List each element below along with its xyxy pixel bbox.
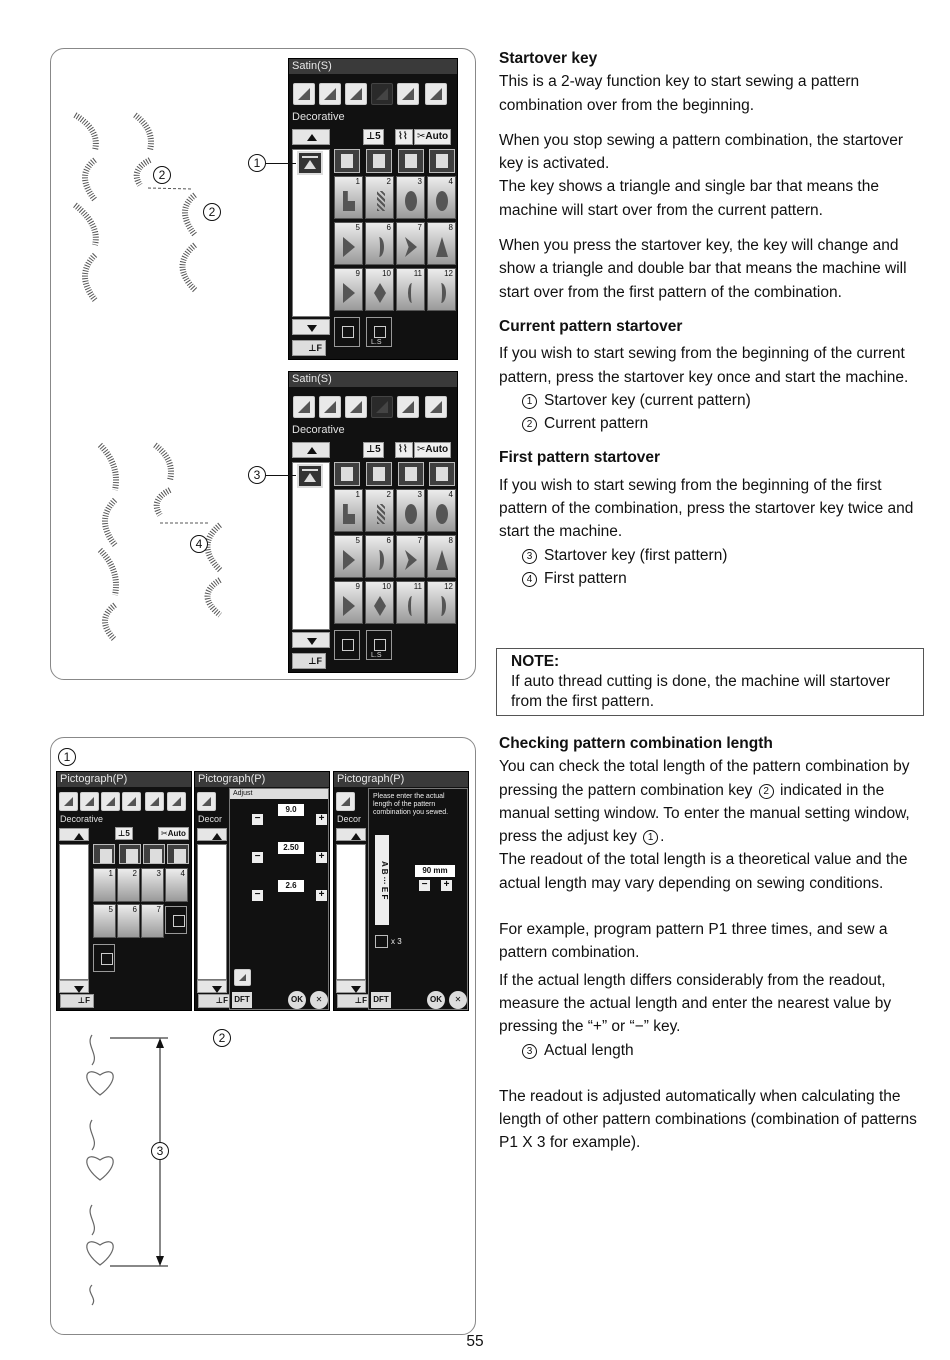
pattern-7[interactable]: 7 bbox=[396, 222, 425, 265]
pattern-10[interactable]: 10 bbox=[365, 581, 394, 624]
ls-key[interactable]: L.S bbox=[366, 317, 392, 347]
paragraph: If you wish to start sewing from the beginning of the first pattern of the combination, press the startover key twice and start the machine. bbox=[499, 476, 914, 541]
auto-cut-status: ✂Auto bbox=[158, 827, 189, 840]
screen-title: Pictograph(P) bbox=[334, 772, 468, 787]
pattern-3[interactable]: 3 bbox=[396, 489, 425, 532]
function-key-1[interactable] bbox=[93, 844, 115, 864]
section-heading: Current pattern startover bbox=[499, 317, 683, 335]
presser-foot-indicator: ⊥F bbox=[337, 994, 371, 1008]
pattern-12[interactable]: 12 bbox=[427, 268, 456, 311]
ok-button[interactable]: OK bbox=[288, 991, 306, 1009]
paragraph: When you press the startover key, the key will change and show a triangle and double bar that means the machine will start over from the first pattern of the combination. bbox=[499, 237, 907, 301]
leader-line bbox=[266, 163, 296, 164]
startover-section bbox=[499, 47, 929, 590]
function-key-1[interactable] bbox=[334, 149, 360, 173]
clear-key[interactable] bbox=[334, 630, 360, 660]
function-key-2[interactable] bbox=[366, 462, 392, 486]
note-box bbox=[496, 648, 924, 716]
ls-key[interactable] bbox=[93, 944, 115, 972]
pattern-9[interactable]: 9 bbox=[334, 268, 363, 311]
adjust-title: Adjust bbox=[230, 789, 328, 799]
thread-icon: ⌇⌇ bbox=[395, 442, 413, 458]
stitch-status: ⊥5 bbox=[363, 442, 384, 458]
cancel-button[interactable]: ✕ bbox=[310, 991, 328, 1009]
width-value: 9.0 bbox=[278, 804, 304, 816]
screen-title: Pictograph(P) bbox=[57, 772, 191, 787]
callout-4: 4 bbox=[190, 535, 208, 553]
paragraph: When you stop sewing a pattern combination, the startover key is activated. bbox=[499, 131, 904, 173]
scroll-down-arrow[interactable] bbox=[336, 980, 366, 993]
scroll-down-arrow[interactable] bbox=[292, 632, 330, 648]
clear-key[interactable] bbox=[334, 317, 360, 347]
manual-setting-window bbox=[368, 788, 468, 1010]
callout-1-adjust: 1 bbox=[58, 748, 76, 766]
pattern-1[interactable]: 1 bbox=[334, 176, 363, 219]
thread-icon: ⌇⌇ bbox=[395, 129, 413, 145]
presser-foot-indicator: ⊥F bbox=[60, 994, 94, 1008]
pattern-6[interactable]: 6 bbox=[365, 535, 394, 578]
length-plus-button[interactable]: + bbox=[316, 852, 327, 863]
lcd-pictograph bbox=[56, 771, 192, 1011]
paragraph: The readout is adjusted automatically when calculating the length of other pattern combinations (combination of patterns P1 X 3 for example). bbox=[499, 1087, 917, 1152]
section-heading: First pattern startover bbox=[499, 449, 661, 467]
presser-foot-indicator: ⊥F bbox=[292, 653, 326, 669]
auto-cut-status: ✂Auto bbox=[414, 442, 451, 458]
section-heading: Checking pattern combination length bbox=[499, 735, 773, 752]
callout-3-length: 3 bbox=[151, 1142, 169, 1160]
cancel-button[interactable]: ✕ bbox=[449, 991, 467, 1009]
adjust-window bbox=[229, 788, 329, 1010]
group-label: Decorative bbox=[292, 424, 345, 436]
pattern-7[interactable]: 7 bbox=[396, 535, 425, 578]
stitch-count: 5 bbox=[375, 131, 381, 142]
auto-label: Auto bbox=[425, 444, 449, 455]
pattern-1[interactable]: 1 bbox=[334, 489, 363, 532]
pattern-11[interactable]: 11 bbox=[396, 268, 425, 311]
function-key-4[interactable] bbox=[429, 462, 455, 486]
scroll-down-arrow[interactable] bbox=[197, 980, 227, 993]
stitch-illustration-top bbox=[60, 105, 230, 645]
group-label: Decorative bbox=[60, 814, 104, 824]
mode-button-6[interactable] bbox=[167, 792, 186, 811]
mode-button-4 bbox=[371, 83, 393, 105]
pattern-p4[interactable]: 4 bbox=[165, 868, 188, 902]
lcd-screen-current bbox=[288, 58, 458, 360]
function-key-1[interactable] bbox=[334, 462, 360, 486]
default-button[interactable]: DFT bbox=[232, 992, 252, 1008]
pattern-combination-column bbox=[336, 844, 366, 980]
auto-label: Auto bbox=[425, 131, 449, 142]
default-button[interactable]: DFT bbox=[371, 992, 391, 1008]
lcd-screen-first bbox=[288, 371, 458, 673]
list-item: 3 Startover key (first pattern) bbox=[499, 544, 929, 567]
ok-button[interactable]: OK bbox=[427, 991, 445, 1009]
adjust-key[interactable] bbox=[197, 792, 216, 811]
pattern-p2[interactable]: 2 bbox=[117, 868, 140, 902]
mode-button-3[interactable] bbox=[345, 83, 367, 105]
list-item: 2 Current pattern bbox=[499, 412, 929, 435]
list-item: 3 Actual length bbox=[499, 1039, 929, 1062]
pattern-p7[interactable]: 7 bbox=[141, 904, 164, 938]
callout-2-b: 2 bbox=[203, 203, 221, 221]
letter-a-key[interactable] bbox=[143, 844, 165, 864]
paragraph: If you wish to start sewing from the beginning of the current pattern, press the startover key once and start the machine. bbox=[499, 345, 909, 386]
mode-button-4[interactable] bbox=[122, 792, 141, 811]
length-minus-button[interactable]: − bbox=[252, 852, 263, 863]
presser-foot-indicator: ⊥F bbox=[198, 994, 232, 1008]
mode-button-4 bbox=[371, 396, 393, 418]
pattern-2[interactable]: 2 bbox=[365, 176, 394, 219]
group-label: Decor bbox=[198, 814, 223, 824]
list-item: 4 First pattern bbox=[499, 567, 929, 590]
tension-minus-button[interactable]: − bbox=[252, 890, 263, 901]
pattern-3[interactable]: 3 bbox=[396, 176, 425, 219]
mode-button-5[interactable] bbox=[145, 792, 164, 811]
adjust-key[interactable] bbox=[59, 792, 78, 811]
list-item: 1 Startover key (current pattern) bbox=[499, 389, 929, 412]
scroll-up-arrow[interactable] bbox=[59, 828, 89, 841]
paragraph: You can check the total length of the pattern combination by pressing the pattern combination key 2 indicated in the manual setting window. To enter the manual setting window, press the adjust key 1 . bbox=[499, 758, 910, 846]
function-key-2[interactable] bbox=[119, 844, 141, 864]
auto-cut-status: ✂Auto bbox=[414, 129, 451, 145]
pattern-p5[interactable]: 5 bbox=[93, 904, 116, 938]
stitch-status: ⊥5 bbox=[115, 827, 133, 840]
enter-length-message: Please enter the actual length of the pattern combination you sewed. bbox=[373, 793, 449, 816]
letter-a-key[interactable] bbox=[398, 149, 424, 173]
pattern-8[interactable]: 8 bbox=[427, 222, 456, 265]
paragraph: The readout of the total length is a theoretical value and the actual length may vary depending on sewing conditions. bbox=[499, 851, 908, 892]
scroll-up-arrow[interactable] bbox=[292, 129, 330, 145]
pattern-combination-key[interactable] bbox=[234, 969, 251, 986]
note-title: NOTE: bbox=[511, 653, 560, 670]
tension-plus-button[interactable]: + bbox=[316, 890, 327, 901]
callout-1: 1 bbox=[248, 154, 266, 172]
width-minus-button[interactable]: − bbox=[252, 814, 263, 825]
pattern-9[interactable]: 9 bbox=[334, 581, 363, 624]
adjust-key[interactable] bbox=[336, 792, 355, 811]
pattern-5[interactable]: 5 bbox=[334, 222, 363, 265]
scroll-down-arrow[interactable] bbox=[292, 319, 330, 335]
paragraph: The key shows a triangle and single bar that means the machine will start over from the current pattern. bbox=[499, 178, 879, 219]
paragraph: If the actual length differs considerably from the readout, measure the actual length and enter the nearest value by pressing the “+” or “−” key. bbox=[499, 971, 892, 1036]
repeat-label: x 3 bbox=[391, 937, 402, 946]
startover-key-first[interactable] bbox=[297, 464, 323, 488]
stitch-status: ⊥5 bbox=[363, 129, 384, 145]
function-key-2[interactable] bbox=[366, 149, 392, 173]
function-key-4[interactable] bbox=[167, 844, 189, 864]
tension-value: 2.6 bbox=[278, 880, 304, 892]
callout-2-a: 2 bbox=[153, 166, 171, 184]
stitch-count: 5 bbox=[375, 444, 381, 455]
width-plus-button[interactable]: + bbox=[316, 814, 327, 825]
callout-2-key: 2 bbox=[213, 1029, 231, 1047]
scroll-up-arrow[interactable] bbox=[292, 442, 330, 458]
lcd-adjust bbox=[194, 771, 330, 1011]
pattern-4[interactable]: 4 bbox=[427, 489, 456, 532]
pattern-4[interactable]: 4 bbox=[427, 176, 456, 219]
section-heading: Startover key bbox=[499, 50, 598, 67]
screen-title: Satin(S) bbox=[289, 372, 457, 387]
letter-a-key[interactable] bbox=[398, 462, 424, 486]
presser-foot-indicator: ⊥F bbox=[292, 340, 326, 356]
group-label: Decor bbox=[337, 814, 362, 824]
repeat-checkbox[interactable] bbox=[375, 935, 388, 948]
mode-button-5[interactable] bbox=[397, 396, 419, 418]
scroll-up-arrow[interactable] bbox=[336, 828, 366, 841]
page-number: 55 bbox=[466, 1333, 484, 1350]
mode-button-2[interactable] bbox=[319, 396, 341, 418]
pattern-8[interactable]: 8 bbox=[427, 535, 456, 578]
pattern-p6[interactable]: 6 bbox=[117, 904, 140, 938]
pattern-10[interactable]: 10 bbox=[365, 268, 394, 311]
mode-button-2[interactable] bbox=[319, 83, 341, 105]
actual-length-value: 90 mm bbox=[415, 865, 455, 877]
scroll-up-arrow[interactable] bbox=[197, 828, 227, 841]
pattern-2[interactable]: 2 bbox=[365, 489, 394, 532]
note-body: If auto thread cutting is done, the machine will startover from the first pattern. bbox=[511, 673, 891, 710]
pattern-combination-column bbox=[197, 844, 227, 980]
callout-3: 3 bbox=[248, 466, 266, 484]
length-plus-button[interactable]: + bbox=[441, 880, 452, 891]
mode-button-6[interactable] bbox=[425, 396, 447, 418]
screen-title: Pictograph(P) bbox=[195, 772, 329, 787]
pattern-12[interactable]: 12 bbox=[427, 581, 456, 624]
paragraph: For example, program pattern P1 three times, and sew a pattern combination. bbox=[499, 921, 888, 962]
length-value: 2.50 bbox=[278, 842, 304, 854]
leader-line bbox=[266, 475, 296, 476]
pattern-p3[interactable]: 3 bbox=[141, 868, 164, 902]
checking-section bbox=[499, 732, 929, 1155]
lcd-enter-length bbox=[333, 771, 469, 1011]
mode-button-1[interactable] bbox=[293, 83, 315, 105]
mode-button-2[interactable] bbox=[80, 792, 99, 811]
mode-button-5[interactable] bbox=[397, 83, 419, 105]
screen-title: Satin(S) bbox=[289, 59, 457, 74]
mode-button-3[interactable] bbox=[345, 396, 367, 418]
mode-button-1[interactable] bbox=[293, 396, 315, 418]
clear-key[interactable] bbox=[165, 906, 187, 934]
pattern-5[interactable]: 5 bbox=[334, 535, 363, 578]
length-minus-button[interactable]: − bbox=[419, 880, 430, 891]
pattern-6[interactable]: 6 bbox=[365, 222, 394, 265]
paragraph: This is a 2-way function key to start sewing a pattern combination over from the beginning. bbox=[499, 73, 860, 114]
ls-key[interactable]: L.S bbox=[366, 630, 392, 660]
pattern-p1[interactable]: 1 bbox=[93, 868, 116, 902]
combination-letters: A B ··· E F bbox=[375, 835, 389, 925]
heart-stitch-illustration bbox=[80, 1030, 260, 1310]
pattern-combination-column bbox=[59, 844, 89, 980]
startover-key-current[interactable] bbox=[297, 151, 323, 175]
pattern-11[interactable]: 11 bbox=[396, 581, 425, 624]
mode-button-6[interactable] bbox=[425, 83, 447, 105]
scroll-down-arrow[interactable] bbox=[59, 980, 89, 993]
function-key-4[interactable] bbox=[429, 149, 455, 173]
group-label: Decorative bbox=[292, 111, 345, 123]
mode-button-3[interactable] bbox=[101, 792, 120, 811]
